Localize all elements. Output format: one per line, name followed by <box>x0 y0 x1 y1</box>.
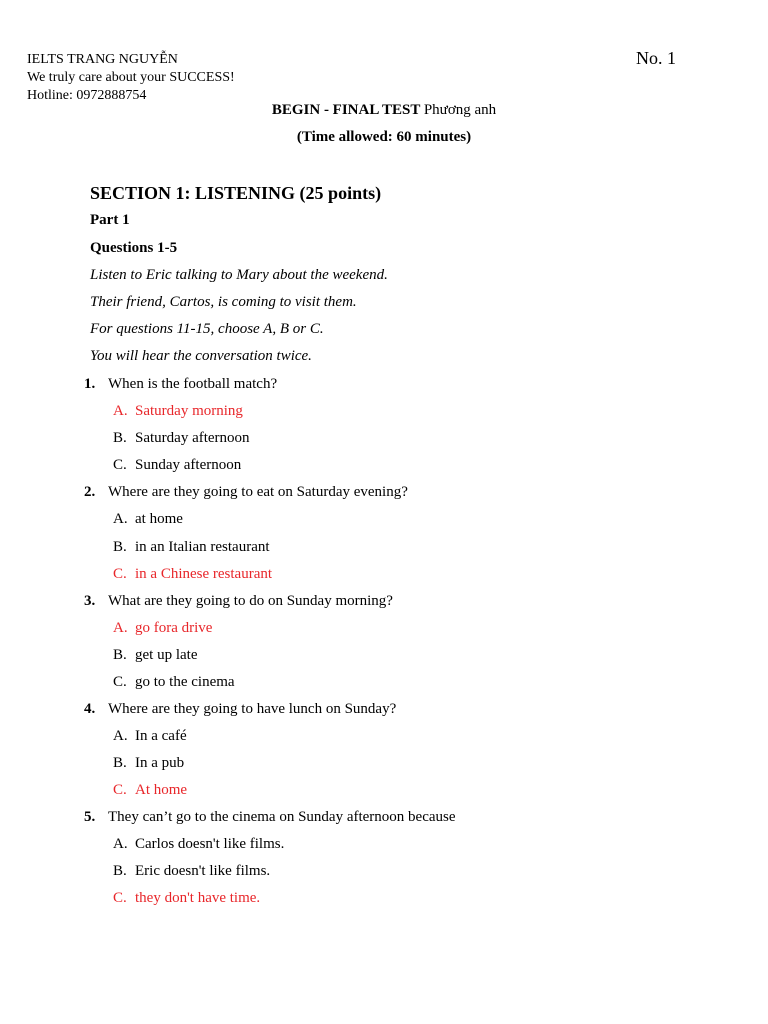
option-letter: B. <box>113 863 127 879</box>
answer-option <box>113 539 270 556</box>
answer-option <box>113 620 212 637</box>
answer-option <box>113 782 187 799</box>
instruction-line: Listen to Eric talking to Mary about the weekend. <box>90 267 388 283</box>
answer-option <box>113 890 260 907</box>
answer-option <box>113 511 183 528</box>
option-text: In a pub <box>135 755 185 771</box>
question-text: Where are they going to eat on Saturday evening? <box>108 484 408 500</box>
option-text: at home <box>135 511 183 527</box>
school-header <box>27 51 235 105</box>
option-text: go fora drive <box>135 620 213 636</box>
school-name: IELTS TRANG NGUYỄN <box>27 52 178 67</box>
answer-option <box>113 430 250 447</box>
question-number: 3. <box>84 593 96 609</box>
option-letter: B. <box>113 539 127 555</box>
option-letter: A. <box>113 403 128 419</box>
answer-option <box>113 674 235 691</box>
answer-option <box>113 728 187 745</box>
test-title <box>0 102 768 119</box>
question-number: 4. <box>84 701 96 717</box>
option-letter: C. <box>113 566 127 582</box>
question-text: They can’t go to the cinema on Sunday afternoon because <box>108 809 456 825</box>
answer-option <box>113 647 197 664</box>
option-text: At home <box>135 782 188 798</box>
option-text: they don't have time. <box>135 890 261 906</box>
option-text: in a Chinese restaurant <box>135 566 273 582</box>
question-text: Where are they going to have lunch on Sunday? <box>108 701 397 717</box>
option-text: in an Italian restaurant <box>135 539 270 555</box>
option-letter: B. <box>113 430 127 446</box>
document-number: No. 1 <box>636 48 676 68</box>
test-title-main: BEGIN - FINAL TEST <box>271 102 421 118</box>
option-letter: C. <box>113 457 127 473</box>
instruction-line: For questions 11-15, choose A, B or C. <box>90 321 324 337</box>
option-text: In a café <box>135 728 187 744</box>
option-letter: B. <box>113 647 127 663</box>
section-heading: SECTION 1: LISTENING (25 points) <box>90 183 382 203</box>
instruction-line: You will hear the conversation twice. <box>90 348 312 364</box>
option-text: Sunday afternoon <box>135 457 242 473</box>
option-text: get up late <box>135 647 198 663</box>
question-text: When is the football match? <box>108 376 278 392</box>
school-slogan: We truly care about your SUCCESS! <box>27 70 235 85</box>
student-name: Phương anh <box>423 102 497 118</box>
question-number: 1. <box>84 376 96 392</box>
time-allowed: (Time allowed: 60 minutes) <box>296 129 472 145</box>
question-text: What are they going to do on Sunday morning? <box>108 593 393 609</box>
option-text: Eric doesn't like films. <box>135 863 271 879</box>
answer-option <box>113 755 184 772</box>
option-text: go to the cinema <box>135 674 235 690</box>
part-label: Part 1 <box>90 212 130 228</box>
question-number: 5. <box>84 809 96 825</box>
answer-option <box>113 863 270 880</box>
option-letter: B. <box>113 755 127 771</box>
option-letter: A. <box>113 836 128 852</box>
instruction-line: Their friend, Cartos, is coming to visit them. <box>90 294 357 310</box>
answer-option <box>113 836 284 853</box>
question-number: 2. <box>84 484 96 500</box>
hotline: Hotline: 0972888754 <box>27 88 147 103</box>
answer-option <box>113 566 272 583</box>
option-letter: C. <box>113 782 127 798</box>
answer-option <box>113 457 241 474</box>
option-text: Carlos doesn't like films. <box>135 836 285 852</box>
option-text: Saturday morning <box>135 403 243 419</box>
option-letter: C. <box>113 674 127 690</box>
option-letter: C. <box>113 890 127 906</box>
questions-range-label: Questions 1-5 <box>90 240 178 256</box>
option-letter: A. <box>113 620 128 636</box>
option-letter: A. <box>113 728 128 744</box>
option-text: Saturday afternoon <box>135 430 250 446</box>
option-letter: A. <box>113 511 128 527</box>
answer-option <box>113 403 243 420</box>
